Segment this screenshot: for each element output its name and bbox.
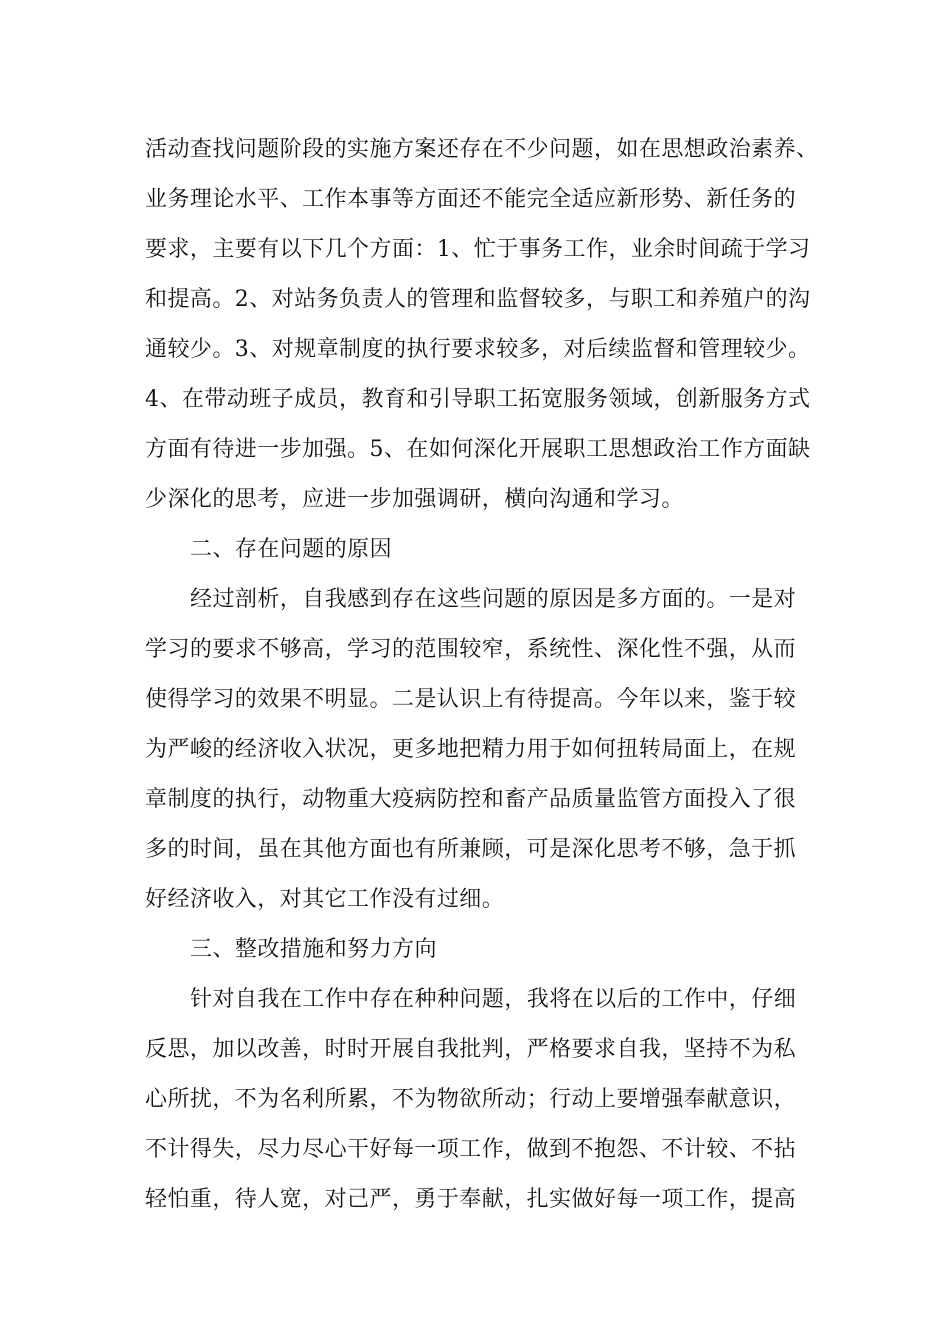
- text-line: 好经济收入，对其它工作没有过细。: [145, 887, 505, 912]
- text-line: 轻怕重，待人宽，对己严，勇于奉献，扎实做好每一项工作，提高: [145, 1187, 797, 1212]
- text-line: 经过剖析，自我感到存在这些问题的原因是多方面的。一是对: [190, 587, 797, 612]
- text-line: 多的时间，虽在其他方面也有所兼顾，可是深化思考不够，急于抓: [145, 837, 797, 862]
- text-line: 少深化的思考，应进一步加强调研，横向沟通和学习。: [145, 487, 684, 512]
- text-line: 反思，加以改善，时时开展自我批判，严格要求自我，坚持不为私: [145, 1037, 797, 1062]
- text-line: 方面有待进一步加强。5、在如何深化开展职工思想政治工作方面缺: [145, 437, 811, 462]
- text-line: 心所扰，不为名利所累，不为物欲所动；行动上要增强奉献意识，: [145, 1087, 797, 1112]
- text-line: 为严峻的经济收入状况，更多地把精力用于如何扭转局面上，在规: [145, 737, 797, 762]
- text-line: 章制度的执行，动物重大疫病防控和畜产品质量监管方面投入了很: [145, 787, 797, 812]
- section-heading: 三、整改措施和努力方向: [190, 937, 437, 962]
- text-line: 要求，主要有以下几个方面：1、忙于事务工作，业余时间疏于学习: [145, 237, 811, 262]
- text-line: 和提高。2、对站务负责人的管理和监督较多，与职工和养殖户的沟: [145, 287, 811, 312]
- text-line: 业务理论水平、工作本事等方面还不能完全适应新形势、新任务的: [145, 187, 797, 212]
- text-line: 不计得失，尽力尽心干好每一项工作，做到不抱怨、不计较、不拈: [145, 1137, 797, 1162]
- text-line: 针对自我在工作中存在种种问题，我将在以后的工作中，仔细: [190, 987, 797, 1012]
- section-heading: 二、存在问题的原因: [190, 537, 393, 562]
- text-line: 4、在带动班子成员，教育和引导职工拓宽服务领域，创新服务方式: [145, 387, 811, 412]
- text-line: 学习的要求不够高，学习的范围较窄，系统性、深化性不强，从而: [145, 637, 797, 662]
- text-line: 使得学习的效果不明显。二是认识上有待提高。今年以来，鉴于较: [145, 687, 797, 712]
- text-line: 活动查找问题阶段的实施方案还存在不少问题，如在思想政治素养、: [145, 137, 819, 162]
- text-line: 通较少。3、对规章制度的执行要求较多，对后续监督和管理较少。: [145, 337, 811, 362]
